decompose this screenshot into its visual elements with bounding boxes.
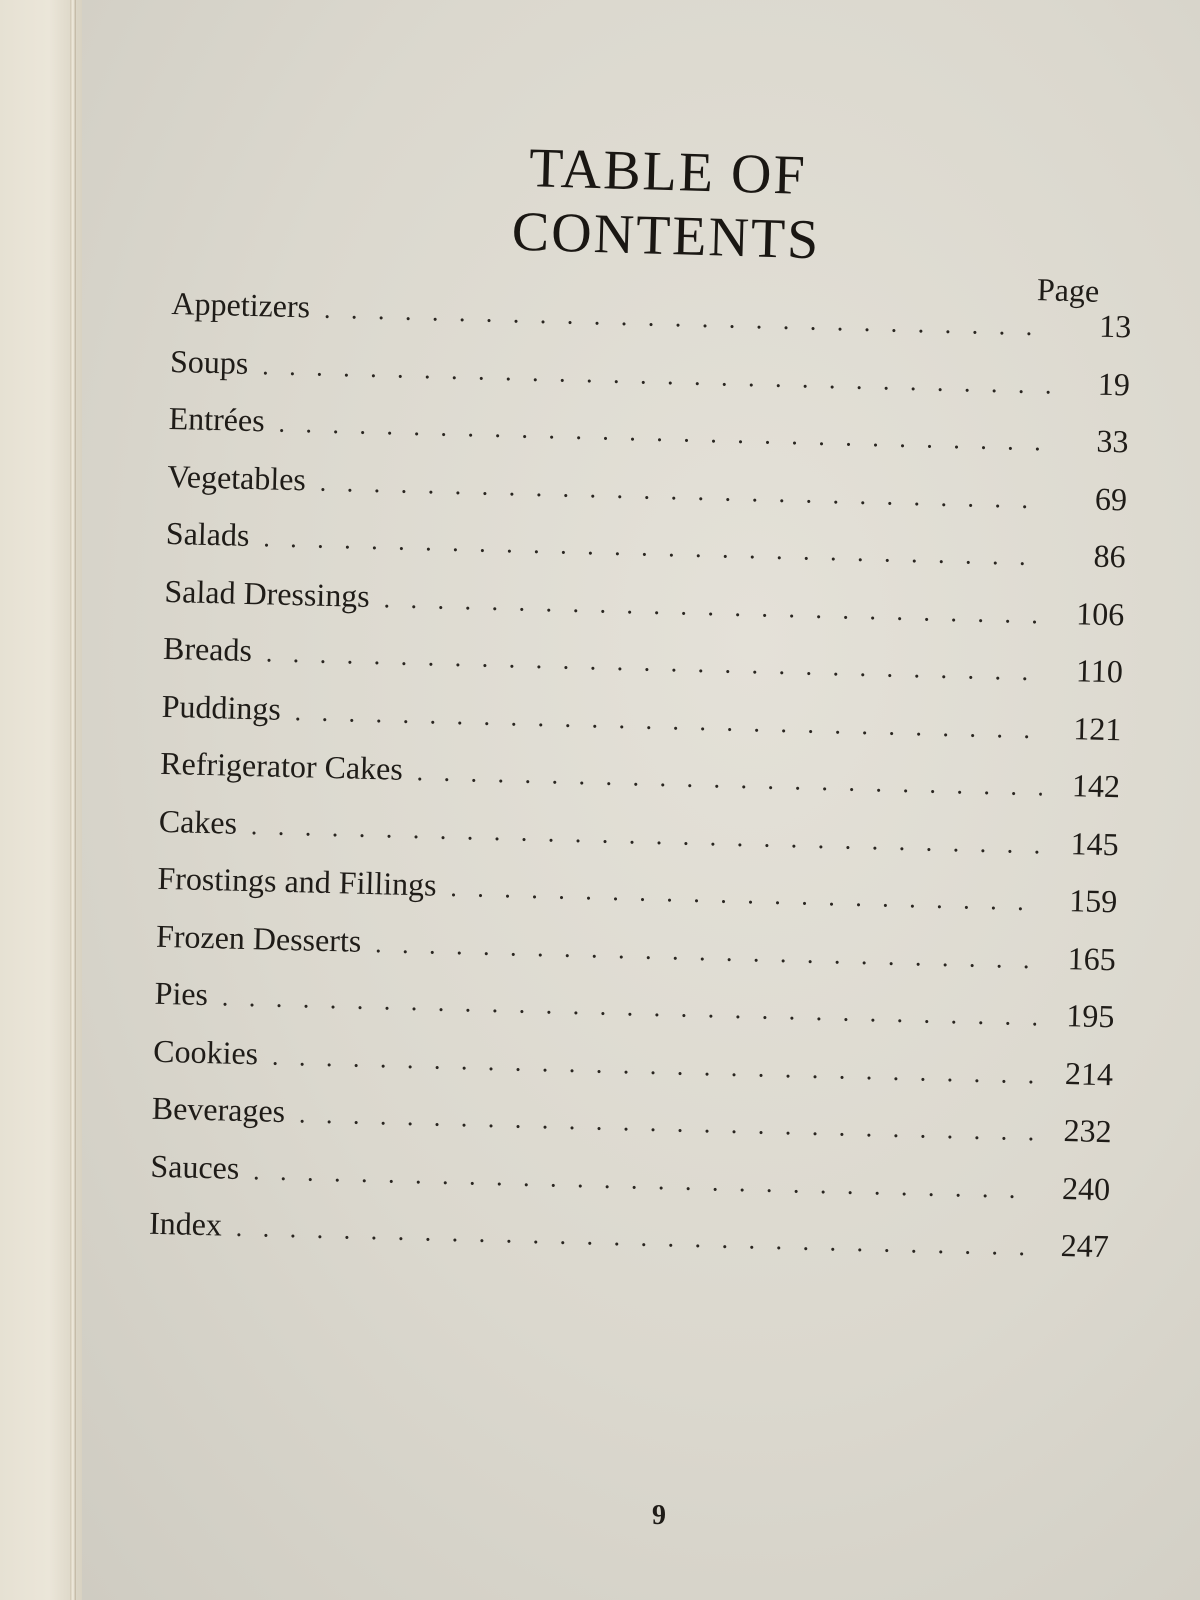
toc-entry-page: 195 — [1065, 997, 1115, 1035]
page-number: 9 — [652, 1500, 666, 1531]
toc-entry-page: 33 — [1096, 422, 1129, 460]
toc-entry-label: Entrées — [168, 399, 266, 439]
page-column-header: Page — [1036, 271, 1100, 309]
toc-entry-label: Refrigerator Cakes — [159, 744, 404, 787]
toc-entry-page: 69 — [1094, 480, 1128, 517]
dot-leader — [416, 757, 1042, 802]
toc-entry-label: Frozen Desserts — [155, 917, 362, 959]
toc-entry-label: Puddings — [161, 687, 282, 727]
toc-entry-page: 110 — [1075, 652, 1124, 690]
toc-entry-page: 159 — [1068, 882, 1118, 920]
toc-entry-page: 247 — [1060, 1227, 1110, 1265]
binding-fold — [70, 0, 76, 1600]
toc-entry-label: Beverages — [151, 1089, 286, 1130]
toc-entry-label: Frostings and Fillings — [157, 859, 438, 903]
toc-entry-label: Cookies — [152, 1032, 259, 1071]
book-page — [82, 0, 1200, 1600]
toc-entry-page: 214 — [1064, 1054, 1114, 1092]
toc-entry-page: 240 — [1061, 1169, 1111, 1207]
toc-entry-label: Pies — [154, 974, 209, 1013]
page-title: TABLE OF CONTENTS — [511, 137, 822, 272]
toc-entry-label: Vegetables — [166, 457, 307, 497]
toc-entry-page: 106 — [1075, 594, 1125, 632]
toc-entry-label: Cakes — [158, 802, 238, 841]
toc-entry-label: Salad Dressings — [164, 572, 371, 614]
toc-entry-label: Appetizers — [171, 285, 311, 325]
toc-entry-label: Soups — [169, 342, 249, 381]
toc-entry-label: Salads — [165, 514, 250, 553]
toc-entry-page: 145 — [1070, 824, 1120, 862]
toc-entry-page: 121 — [1073, 709, 1122, 747]
toc-entry-page: 13 — [1098, 307, 1132, 345]
toc-entry-page: 232 — [1063, 1112, 1113, 1150]
toc-entry-page: 142 — [1071, 767, 1121, 805]
toc-entry-page: 19 — [1097, 365, 1131, 402]
dot-leader — [375, 929, 1038, 975]
dot-leader — [324, 295, 1054, 343]
toc-list — [148, 285, 1132, 1286]
dot-leader — [383, 584, 1046, 630]
dot-leader — [450, 873, 1039, 917]
toc-entry-page: 86 — [1093, 537, 1127, 575]
toc-entry-label: Index — [148, 1204, 223, 1243]
toc-entry-label: Breads — [162, 629, 253, 669]
toc-entry-label: Sauces — [150, 1147, 240, 1186]
toc-entry-page: 165 — [1067, 939, 1117, 977]
